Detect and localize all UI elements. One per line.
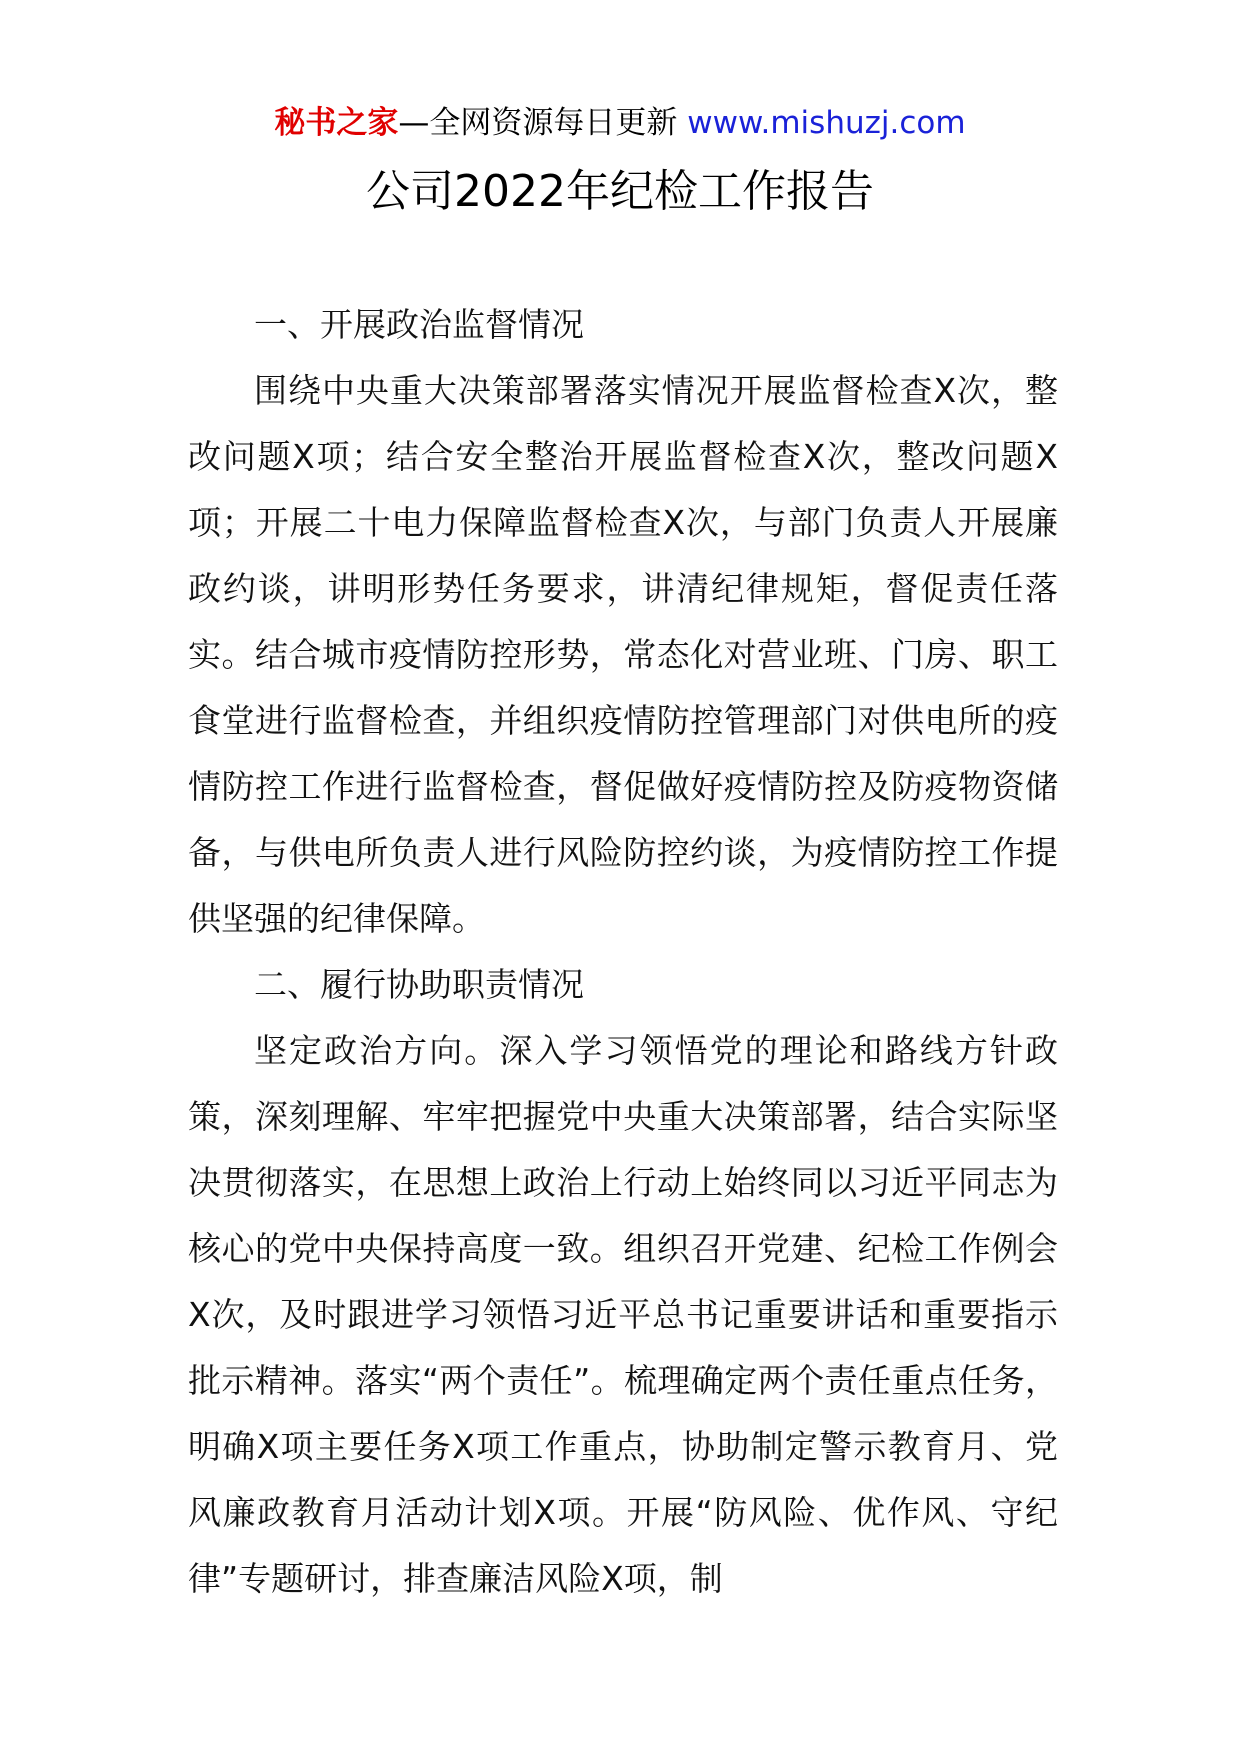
document-title: 公司2022年纪检工作报告 <box>366 166 874 217</box>
paragraph-1: 围绕中央重大决策部署落实情况开展监督检查X次，整改问题X项；结合安全整治开展监督检查X次，整改问题X项；开展二十电力保障监督检查X次，与部门负责人开展廉政约谈，讲明形势任务要求，讲清纪律规矩，督促责任落实。结合城市疫情防控形势，常态化对营业班、门房、职工食堂进行监督检查，并组织疫情防控管理部门对供电所的疫情防控工作进行监督检查，督促做好疫情防控及防疫物资储备，与供电所负责人进行风险防控约谈，为疫情防控工作提供坚强的纪律保障。 <box>188 371 1058 938</box>
header-tagline: —全网资源每日更新 <box>398 105 678 141</box>
page-header <box>0 102 1240 144</box>
brand-name: 秘书之家 <box>274 105 399 141</box>
document-body <box>188 292 1058 1612</box>
section-heading-2: 二、履行协助职责情况 <box>254 965 584 1004</box>
section-heading-1: 一、开展政治监督情况 <box>254 305 584 344</box>
paragraph-2: 坚定政治方向。深入学习领悟党的理论和路线方针政策，深刻理解、牢牢把握党中央重大决策部署，结合实际坚决贯彻落实，在思想上政治上行动上始终同以习近平同志为核心的党中央保持高度一致。组织召开党建、纪检工作例会X次，及时跟进学习领悟习近平总书记重要讲话和重要指示批示精神。落实“两个责任”。梳理确定两个责任重点任务，明确X项主要任务X项工作重点，协助制定警示教育月、党风廉政教育月活动计划X项。开展“防风险、优作风、守纪律”专题研讨，排查廉洁风险X项，制 <box>188 1031 1058 1598</box>
site-url-link[interactable]: www.mishuzj.com <box>687 105 966 141</box>
